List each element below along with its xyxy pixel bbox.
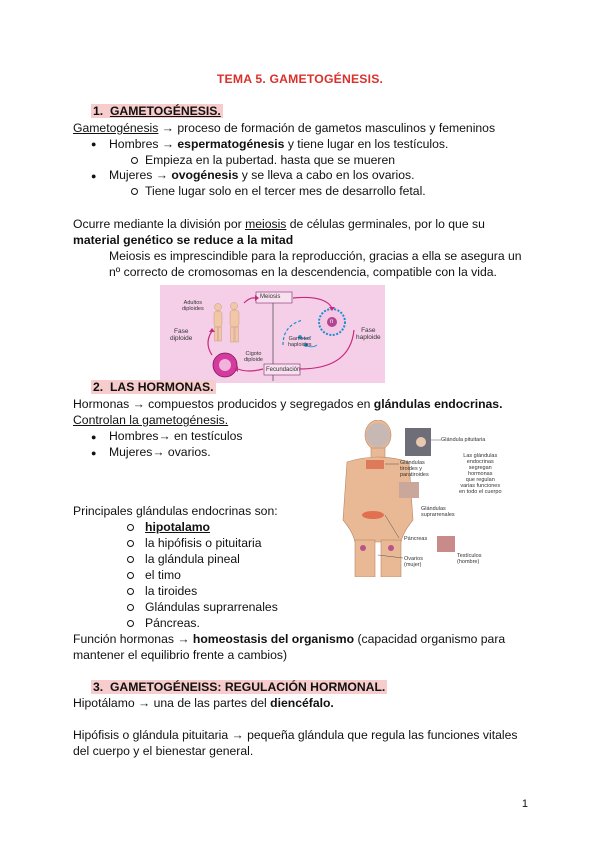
sub-bullet-circle xyxy=(131,157,138,164)
section3-heading xyxy=(91,680,387,694)
function-pre: Función hormonas → xyxy=(73,632,193,646)
egg-n-label: n xyxy=(330,319,334,325)
endocrine-note: Las glándulas endocrinas segregan hormonas que regulan varias funciones en todo el cuerpo xyxy=(459,453,502,495)
endocrine-body-graphic xyxy=(333,420,511,577)
definition-term: Gametogénesis xyxy=(73,121,159,135)
adrenal-label: Glándulas suprarrenales xyxy=(421,506,455,518)
sub-bullet-circle xyxy=(127,572,134,579)
men-pre: Hombres → xyxy=(109,137,178,151)
women-bold: ovogénesis xyxy=(171,168,239,182)
gland-item: la glándula pineal xyxy=(145,552,240,566)
women-sub: Tiene lugar solo en el tercer mes de desarrollo fetal. xyxy=(145,184,426,198)
hormones-men: Hombres→ en testículos xyxy=(109,429,243,443)
section1-number: 1. xyxy=(93,104,104,118)
men-bullet xyxy=(109,137,448,151)
para1-meiosis: meiosis xyxy=(245,217,287,231)
section2-title: LAS HORMONAS. xyxy=(109,380,214,394)
sub-bullet-circle xyxy=(127,556,134,563)
meiosis-label: Meiosis xyxy=(260,294,281,300)
pancreas-label: Páncreas xyxy=(404,536,428,542)
hypothalamus-bold: diencéfalo. xyxy=(270,696,334,710)
men-post: y tiene lugar en los testículos. xyxy=(284,137,449,151)
men-sub: Empieza en la pubertad. hasta que se mueren xyxy=(145,153,396,167)
zygote-label: Cigoto diploide xyxy=(244,351,263,363)
hormones-women: Mujeres→ ovarios. xyxy=(109,445,211,459)
pituitary-line-1: Hipófisis o glándula pituitaria → pequeña glándula que regula las funciones vitales xyxy=(73,728,518,742)
function-post: (capacidad organismo para xyxy=(354,632,506,646)
women-pre: Mujeres → xyxy=(109,168,172,182)
bullet-dot: ● xyxy=(91,432,97,442)
gland-item: la hipófisis o pituitaria xyxy=(145,536,262,550)
life-cycle-diagram xyxy=(160,285,385,383)
pancreas-mark xyxy=(362,511,384,519)
men-bold: espermatogénesis xyxy=(177,137,285,151)
meiosis-importance-l1: Meiosis es imprescindible para la reproducción, gracias a ella se asegura un xyxy=(109,249,522,263)
meiosis-paragraph-l1 xyxy=(73,217,485,231)
ovaries-label: Ovarios (mujer) xyxy=(404,556,423,568)
section3-title: GAMETOGÉNEISS: REGULACIÓN HORMONAL. xyxy=(109,680,386,694)
hormones-bold: glándulas endocrinas. xyxy=(373,397,503,411)
pituitary-label: Glándula pituitaria xyxy=(441,437,486,443)
hypothalamus-line xyxy=(73,696,334,710)
hormones-definition xyxy=(73,397,502,411)
bullet-dot: ● xyxy=(91,139,97,149)
adults-label: Adultos diploides xyxy=(182,300,204,312)
sub-bullet-circle xyxy=(127,604,134,611)
glands-intro: Principales glándulas endocrinas son: xyxy=(73,504,278,518)
bullet-dot: ● xyxy=(91,448,97,458)
sub-bullet-circle xyxy=(127,620,134,627)
hypothalamus-pre: Hipotálamo → una de las partes del xyxy=(73,696,271,710)
gametes-label: Gametos haploides xyxy=(288,336,312,348)
testes-inset xyxy=(437,536,455,552)
section2-heading xyxy=(91,380,216,394)
page-number: 1 xyxy=(521,798,528,810)
endocrine-system-figure xyxy=(333,420,511,577)
sub-bullet-circle xyxy=(131,188,138,195)
definition-text: → proceso de formación de gametos masculinos y femeninos xyxy=(158,121,496,135)
hormone-function-l2: mantener el equilibrio frente a cambios) xyxy=(73,648,288,662)
para1-a: Ocurre mediante la división por xyxy=(73,217,246,231)
testes-label: Testículos (hombre) xyxy=(457,553,482,565)
section2-number: 2. xyxy=(93,380,104,394)
thyroid-mark xyxy=(366,460,384,469)
bullet-dot: ● xyxy=(91,171,97,181)
meiosis-paragraph-l2: material genético se reduce a la mitad xyxy=(73,233,294,247)
function-bold: homeostasis del organismo xyxy=(192,632,355,646)
section1-title: GAMETOGÉNESIS. xyxy=(109,104,221,118)
gland-item: Páncreas. xyxy=(145,616,200,630)
women-bullet xyxy=(109,168,415,182)
hormones-control: Controlan la gametogénesis. xyxy=(73,413,229,427)
adrenal-inset xyxy=(399,482,419,498)
women-post: y se lleva a cabo en los ovarios. xyxy=(238,168,415,182)
hormones-pre: Hormonas → compuestos producidos y segregados en xyxy=(73,397,374,411)
gland-item: Glándulas suprarrenales xyxy=(145,600,278,614)
gland-item: la tiroides xyxy=(145,584,198,598)
page-title: TEMA 5. GAMETOGÉNESIS. xyxy=(216,72,384,86)
pituitary-line-2: del cuerpo y el bienestar general. xyxy=(73,744,254,758)
section3-number: 3. xyxy=(93,680,104,694)
para1-b: de células germinales, por lo que su xyxy=(286,217,485,231)
sub-bullet-circle xyxy=(127,540,134,547)
diploid-phase-label: Fase diploide xyxy=(170,328,193,342)
definition-line xyxy=(73,121,495,135)
gland-item: hipotalamo xyxy=(145,520,211,534)
gland-item: el timo xyxy=(145,568,181,582)
section1-heading xyxy=(91,104,223,118)
haploid-phase-label: Fase haploide xyxy=(356,327,381,341)
meiosis-importance-l2: nº correcto de cromosomas en la descendencia, compatible con la vida. xyxy=(109,265,497,279)
hormone-function-l1 xyxy=(73,632,505,646)
fertilization-label: Fecundación xyxy=(266,367,301,373)
adults-figures xyxy=(214,303,239,343)
thyroid-label: Glándulas tiroides y paratiroides xyxy=(400,460,429,478)
sub-bullet-circle xyxy=(127,524,134,531)
sub-bullet-circle xyxy=(127,588,134,595)
